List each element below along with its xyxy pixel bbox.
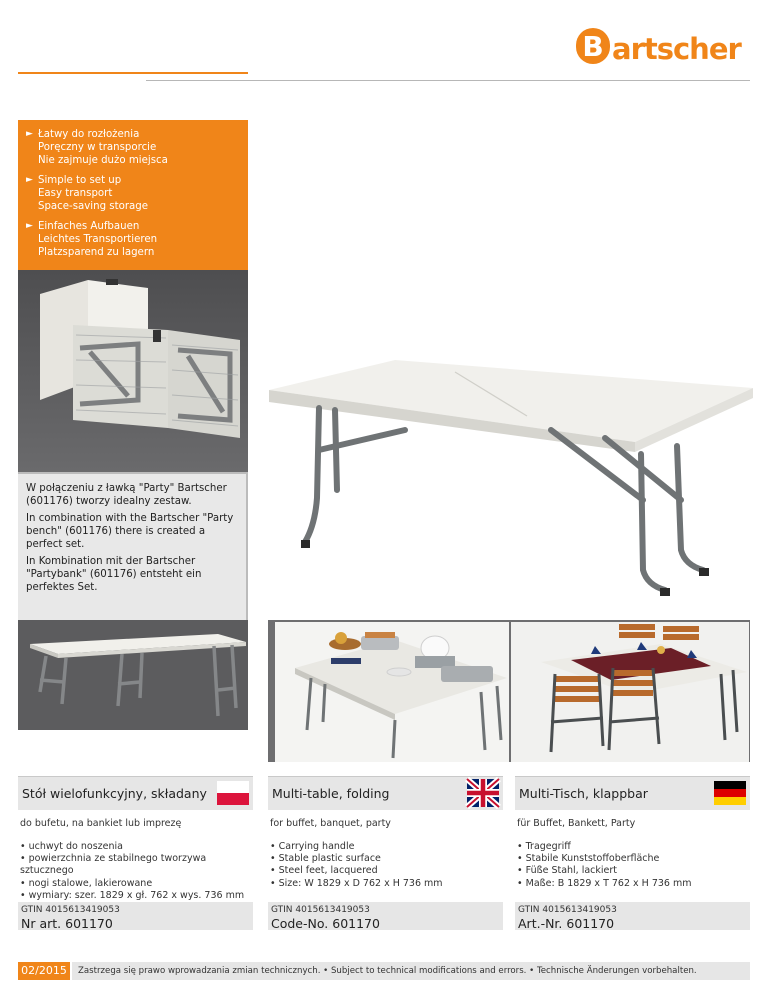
- footer-date: 02/2015: [18, 962, 70, 980]
- main-table-photo: [255, 350, 755, 615]
- arrow-right-icon: ►: [26, 129, 33, 139]
- header-orange-rule: [18, 72, 248, 74]
- product-title-pl: Stół wielofunkcyjny, składany: [22, 786, 207, 801]
- combination-note: [18, 472, 248, 620]
- spec-list-en: [268, 841, 503, 890]
- spec-item: • Steel feet, lacquered: [270, 865, 503, 877]
- feature-line: Easy transport: [38, 188, 113, 199]
- usage-de: für Buffet, Bankett, Party: [517, 818, 636, 829]
- feature-line: Simple to set up: [38, 175, 122, 186]
- column-header-de: [515, 776, 750, 810]
- combination-text-pl: W połączeniu z ławką "Party" Bartscher (601176) tworzy idealny zestaw.: [26, 483, 227, 507]
- arrow-right-icon: ►: [26, 175, 33, 185]
- footer-disclaimer: Zastrzega się prawo wprowadzania zmian technicznych. • Subject to technical modifications and errors. • Technische Änderungen vorbehalten.: [72, 962, 750, 980]
- feature-line: Łatwy do rozłożenia: [38, 129, 140, 140]
- article-number-pl: Nr art. 601170: [21, 916, 113, 931]
- column-header-pl: [18, 776, 253, 810]
- product-title-en: Multi-table, folding: [272, 786, 390, 801]
- feature-line: Einfaches Aufbauen: [38, 221, 140, 232]
- column-pl: [18, 776, 253, 902]
- spec-item: • Size: W 1829 x D 762 x H 736 mm: [270, 878, 503, 890]
- article-number-de: Art.-Nr. 601170: [518, 916, 615, 931]
- feature-group-en: [26, 174, 240, 213]
- buffet-scene-photo: [275, 622, 509, 762]
- feature-group-pl: [26, 128, 240, 167]
- feature-group-de: [26, 220, 240, 259]
- spec-item: • Tragegriff: [517, 841, 750, 853]
- folded-table-photo: [18, 270, 248, 472]
- spec-list-de: [515, 841, 750, 890]
- spec-item: • Füße Stahl, lackiert: [517, 865, 750, 877]
- spec-item: • wymiary: szer. 1829 x gł. 762 x wys. 736 mm: [20, 890, 253, 902]
- combination-text-en: In combination with the Bartscher "Party bench" (601176) there is created a perfect set.: [26, 513, 234, 550]
- column-header-en: [268, 776, 503, 810]
- spec-item: • uchwyt do noszenia: [20, 841, 253, 853]
- gtin-de: GTIN 4015613419053: [518, 905, 617, 915]
- feature-line: Space-saving storage: [38, 201, 148, 212]
- product-title-de: Multi-Tisch, klappbar: [519, 786, 648, 801]
- gtin-en: GTIN 4015613419053: [271, 905, 370, 915]
- column-de: [515, 776, 750, 890]
- feature-line: Poręczny w transporcie: [38, 142, 157, 153]
- spec-item: • Carrying handle: [270, 841, 503, 853]
- gtin-box-de: [515, 902, 750, 930]
- spec-item: • powierzchnia ze stabilnego tworzywa sztucznego: [20, 853, 253, 877]
- arrow-right-icon: ►: [26, 221, 33, 231]
- spec-item: • Stabile Kunststoffoberfläche: [517, 853, 750, 865]
- usage-pl: do bufetu, na bankiet lub imprezę: [20, 818, 182, 829]
- article-number-en: Code-No. 601170: [271, 916, 380, 931]
- logo-text: artscher: [612, 32, 741, 66]
- feature-line: Nie zajmuje dużo miejsca: [38, 155, 168, 166]
- spec-list-pl: [18, 841, 253, 902]
- garden-scene-photo: [511, 622, 749, 762]
- party-bench-photo: [18, 620, 248, 730]
- gtin-pl: GTIN 4015613419053: [21, 905, 120, 915]
- germany-flag-icon: [712, 777, 748, 809]
- spec-item: • nogi stalowe, lakierowane: [20, 878, 253, 890]
- spec-item: • Maße: B 1829 x T 762 x H 736 mm: [517, 878, 750, 890]
- column-en: [268, 776, 503, 890]
- uk-flag-icon: [465, 777, 501, 809]
- header-gray-rule: [146, 80, 750, 81]
- logo-letter: B: [582, 30, 604, 63]
- feature-line: Platzsparend zu lagern: [38, 247, 155, 258]
- feature-list: [18, 120, 248, 270]
- bartscher-logo: [576, 22, 752, 68]
- poland-flag-icon: [215, 777, 251, 809]
- gtin-box-pl: [18, 902, 253, 930]
- spec-item: • Stable plastic surface: [270, 853, 503, 865]
- usage-en: for buffet, banquet, party: [270, 818, 391, 829]
- feature-line: Leichtes Transportieren: [38, 234, 158, 245]
- bartscher-logo-mark: [576, 22, 752, 68]
- combination-text-de: In Kombination mit der Bartscher "Partybank" (601176) entsteht ein perfektes Set.: [26, 556, 202, 593]
- gtin-box-en: [268, 902, 503, 930]
